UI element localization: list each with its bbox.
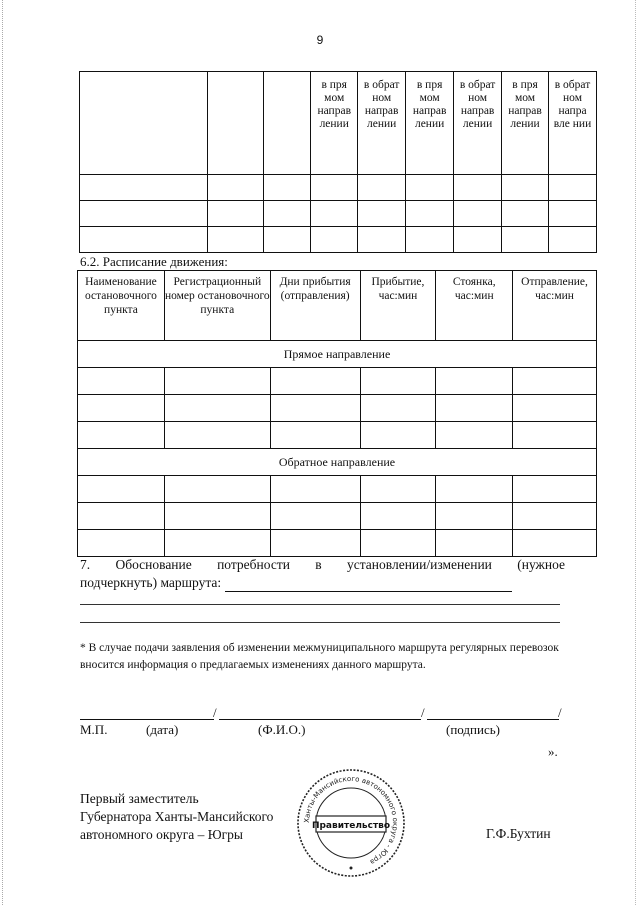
closing-quote: ». <box>548 744 558 759</box>
table-cell <box>207 72 264 175</box>
header-departure: Отправление, час:мин <box>513 271 597 341</box>
direction-header: в обрат ном напра вле нии <box>549 72 597 175</box>
separator-slash: / <box>213 705 217 720</box>
fio-line <box>219 719 421 720</box>
route-table-continuation <box>79 71 597 253</box>
separator-slash: / <box>558 705 562 720</box>
justification-fill-line <box>80 622 560 623</box>
section-7-line-2: подчеркнуть) маршрута: <box>80 575 222 590</box>
header-arrival: Прибытие, час:мин <box>360 271 436 341</box>
direction-header: в пря мом направ лении <box>311 72 358 175</box>
direction-header: в обрат ном направ лении <box>454 72 502 175</box>
signature-label: (подпись) <box>446 722 500 737</box>
official-seal-stamp <box>296 768 406 878</box>
seal-ring-text: Ханты-Мансийского автономного округа - Югра <box>302 774 400 867</box>
section-6-2-title: 6.2. Расписание движения: <box>80 254 228 269</box>
table-cell <box>80 72 208 175</box>
justification-fill-line <box>80 604 560 605</box>
table-row <box>80 175 597 201</box>
scan-edge-right <box>635 0 637 905</box>
schedule-table <box>77 270 597 557</box>
header-reg-number: Регистрационный номер остановочного пункта <box>164 271 270 341</box>
fio-label: (Ф.И.О.) <box>258 722 306 737</box>
scan-edge-left <box>2 0 4 905</box>
reverse-direction-row <box>78 449 597 476</box>
table-row <box>78 422 597 449</box>
table-header-row <box>80 72 597 175</box>
mp-label: М.П. <box>80 722 108 737</box>
signatory-name: Г.Ф.Бухтин <box>486 826 551 841</box>
section-7 <box>80 556 565 592</box>
page-number: 9 <box>316 33 324 47</box>
signatory-title-line: Губернатора Ханты-Мансийского <box>80 809 274 824</box>
signatory-title <box>80 790 273 844</box>
reverse-direction-label: Обратное направление <box>78 449 597 476</box>
justification-fill-line <box>225 579 512 592</box>
table-cell <box>264 72 311 175</box>
header-stop-time: Стоянка, час:мин <box>436 271 513 341</box>
forward-direction-row <box>78 341 597 368</box>
header-days: Дни прибытия (отправления) <box>270 271 360 341</box>
table-row <box>78 368 597 395</box>
table-row <box>80 201 597 227</box>
direction-header: в пря мом направ лении <box>502 72 549 175</box>
table-row <box>78 476 597 503</box>
direction-header: в пря мом направ лении <box>406 72 454 175</box>
direction-header: в обрат ном направ лении <box>358 72 406 175</box>
footnote: * В случае подачи заявления об изменении межмуниципального маршрута регулярных перевозок вносится информация о предлагаемых изменениях данного маршрута. <box>80 642 559 671</box>
table-row <box>78 395 597 422</box>
table-row <box>80 227 597 253</box>
schedule-header-row <box>78 271 597 341</box>
section-7-line-1: 7. Обоснование потребности в установлении/изменении (нужное <box>80 557 565 572</box>
table-row <box>78 530 597 557</box>
table-row <box>78 503 597 530</box>
signatory-title-line: Первый заместитель <box>80 791 199 806</box>
forward-direction-label: Прямое направление <box>78 341 597 368</box>
header-stop-name: Наименование остановочного пункта <box>78 271 165 341</box>
section-7-line-2-wrap <box>80 574 565 592</box>
signature-line <box>427 719 559 720</box>
signatory-title-line: автономного округа – Югры <box>80 827 243 842</box>
separator-slash: / <box>421 705 425 720</box>
date-label: (дата) <box>146 722 179 737</box>
date-line <box>80 719 214 720</box>
seal-center-text: Правительство <box>311 821 391 831</box>
